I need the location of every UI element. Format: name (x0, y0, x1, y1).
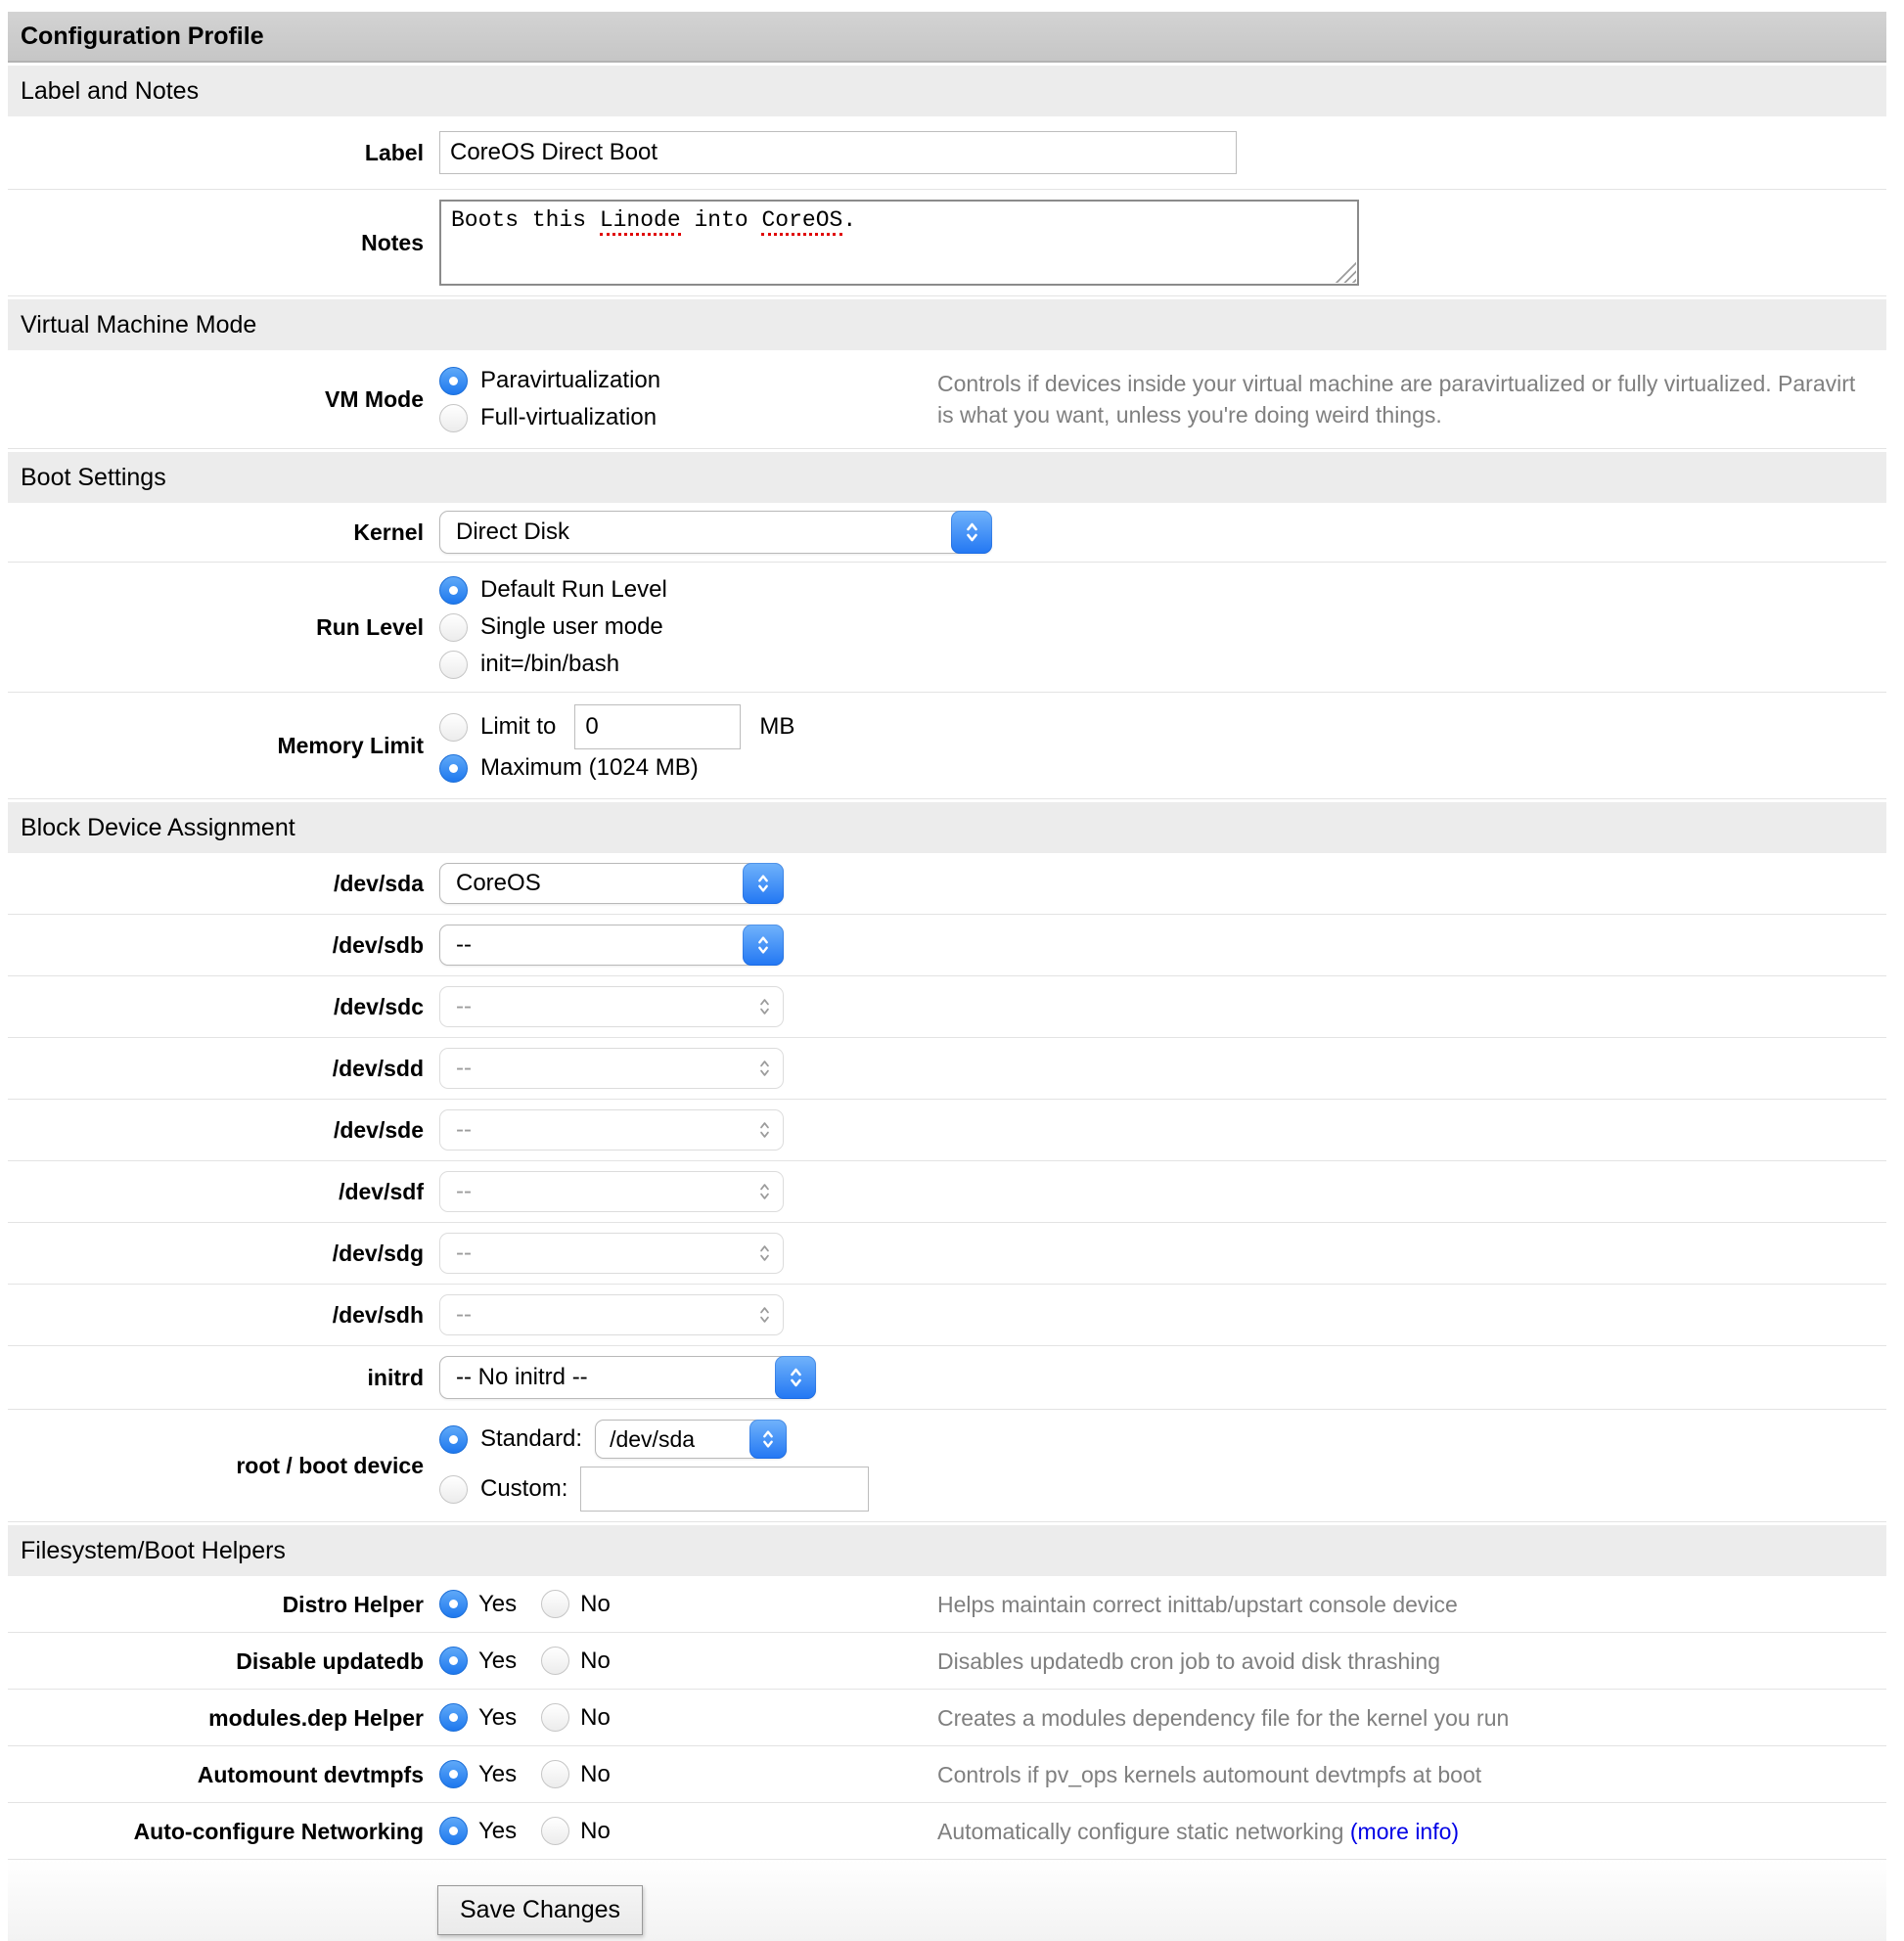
helper-row-disable-updatedb (8, 1633, 1886, 1690)
dev-sdb-select[interactable] (439, 925, 784, 966)
distro-helper-yes-label: Yes (478, 1590, 518, 1617)
save-changes-button[interactable]: Save Changes (437, 1885, 643, 1935)
run-level-label: Run Level (316, 614, 424, 640)
standard-device-select[interactable] (595, 1420, 787, 1459)
device-row-dev-sdd (8, 1038, 1886, 1100)
vm-mode-label: VM Mode (325, 386, 424, 412)
section-header-block-device (8, 802, 1886, 853)
custom-device-input[interactable] (580, 1467, 869, 1512)
section-header-label-and-notes (8, 66, 1886, 116)
select-stepper-icon (743, 925, 784, 966)
dev-sde-select-value: -- (456, 1116, 472, 1143)
select-stepper-icon (743, 863, 784, 904)
auto-configure-networking-yes-radio[interactable] (439, 1817, 468, 1845)
dev-sdd-select-value: -- (456, 1055, 472, 1081)
dev-sdb-select-value: -- (456, 931, 472, 958)
dev-sdf-select[interactable] (439, 1171, 784, 1212)
vm-mode-radio-group (439, 362, 922, 436)
automount-devtmpfs-label: Automount devtmpfs (197, 1761, 424, 1787)
notes-row (8, 190, 1886, 296)
resize-grip-icon[interactable] (1335, 261, 1356, 283)
select-stepper-icon (758, 995, 771, 1018)
select-stepper-icon (758, 1180, 771, 1203)
device-row-dev-sdc (8, 976, 1886, 1038)
page-title-bar (8, 12, 1886, 63)
disable-updatedb-no-label: No (580, 1647, 611, 1674)
default-run-level-label: Default Run Level (480, 576, 667, 603)
run-level-row (8, 563, 1886, 693)
modules-dep-helper-help: Creates a modules dependency file for the kernel you run (937, 1704, 1510, 1731)
single-user-mode-label: Single user mode (480, 613, 663, 640)
auto-configure-networking-yes-label: Yes (478, 1817, 518, 1844)
disable-updatedb-yes-label: Yes (478, 1647, 518, 1674)
label-row (8, 116, 1886, 190)
helper-row-distro-helper (8, 1576, 1886, 1633)
modules-dep-helper-no-label: No (580, 1703, 611, 1731)
auto-configure-networking-help: Automatically configure static networking (937, 1818, 1350, 1844)
section-header-boot-settings (8, 452, 1886, 503)
root-boot-device-row (8, 1410, 1886, 1522)
modules-dep-helper-label: modules.dep Helper (208, 1704, 424, 1731)
automount-devtmpfs-help: Controls if pv_ops kernels automount devtmpfs at boot (937, 1761, 1482, 1787)
dev-sdc-select[interactable] (439, 986, 784, 1027)
distro-helper-yes-radio[interactable] (439, 1590, 468, 1618)
notes-text: Boots this Linode into CoreOS. (451, 205, 1347, 235)
kernel-row (8, 503, 1886, 563)
disable-updatedb-yes-radio[interactable] (439, 1647, 468, 1675)
init-bin-bash-radio[interactable] (439, 651, 468, 679)
dev-sdd-label: /dev/sdd (332, 1056, 424, 1081)
device-row-dev-sdh (8, 1285, 1886, 1346)
select-stepper-icon (951, 511, 992, 554)
dev-sdf-label: /dev/sdf (339, 1179, 424, 1204)
dev-sde-label: /dev/sde (333, 1117, 424, 1143)
disable-updatedb-help: Disables updatedb cron job to avoid disk thrashing (937, 1648, 1440, 1674)
custom-device-label: Custom: (480, 1475, 568, 1502)
auto-configure-networking-no-label: No (580, 1817, 611, 1844)
dev-sdg-label: /dev/sdg (332, 1241, 424, 1266)
helper-row-modules-dep-helper (8, 1690, 1886, 1746)
vm-mode-help: Controls if devices inside your virtual machine are paravirtualized or fully virtualized. Paravirt is what you want, unless you're doing weird things. (937, 371, 1856, 428)
automount-devtmpfs-no-radio[interactable] (541, 1760, 569, 1788)
initrd-select-value: -- No initrd -- (456, 1364, 588, 1390)
dev-sdc-label: /dev/sdc (333, 994, 424, 1019)
memory-limit-unit: MB (759, 713, 795, 740)
section-header-fs-helpers (8, 1525, 1886, 1576)
dev-sda-select-value: CoreOS (456, 870, 541, 896)
root-boot-device-label: root / boot device (236, 1453, 424, 1478)
device-row-dev-sdf (8, 1161, 1886, 1223)
device-row-dev-sde (8, 1100, 1886, 1161)
dev-sdh-select[interactable] (439, 1294, 784, 1335)
paravirtualization-radio[interactable] (439, 367, 468, 395)
paravirtualization-label: Paravirtualization (480, 367, 661, 393)
kernel-select-value: Direct Disk (456, 519, 570, 545)
automount-devtmpfs-yes-radio[interactable] (439, 1760, 468, 1788)
distro-helper-help: Helps maintain correct inittab/upstart console device (937, 1591, 1458, 1617)
helper-row-auto-configure-networking (8, 1803, 1886, 1860)
select-stepper-icon (758, 1241, 771, 1265)
dev-sdg-select-value: -- (456, 1240, 472, 1266)
vm-mode-row (8, 350, 1886, 449)
device-rows-container (8, 853, 1886, 1346)
run-level-radio-group (439, 571, 1886, 683)
select-stepper-icon (758, 1303, 771, 1327)
modules-dep-helper-yes-label: Yes (478, 1703, 518, 1731)
section-header-vm-mode (8, 299, 1886, 350)
disable-updatedb-no-radio[interactable] (541, 1647, 569, 1675)
memory-limit-label: Memory Limit (277, 733, 424, 758)
select-stepper-icon (749, 1420, 787, 1459)
dev-sda-label: /dev/sda (333, 871, 424, 896)
memory-limit-input[interactable] (574, 704, 741, 749)
initrd-label: initrd (367, 1365, 424, 1390)
standard-device-label: Standard: (480, 1425, 583, 1452)
label-field-label: Label (364, 140, 424, 165)
dev-sdf-select-value: -- (456, 1178, 472, 1204)
footer (8, 1860, 1886, 1941)
limit-to-radio[interactable] (439, 713, 468, 742)
modules-dep-helper-no-radio[interactable] (541, 1703, 569, 1732)
dev-sdb-label: /dev/sdb (332, 932, 424, 958)
distro-helper-no-radio[interactable] (541, 1590, 569, 1618)
dev-sdg-select[interactable] (439, 1233, 784, 1274)
section-header-label: Filesystem/Boot Helpers (21, 1536, 286, 1564)
kernel-label: Kernel (353, 519, 424, 545)
dev-sde-select[interactable] (439, 1109, 784, 1151)
helper-rows-container (8, 1576, 1886, 1860)
single-user-mode-radio[interactable] (439, 613, 468, 642)
dev-sdc-select-value: -- (456, 993, 472, 1019)
distro-helper-label: Distro Helper (282, 1591, 424, 1617)
helper-row-automount-devtmpfs (8, 1746, 1886, 1803)
custom-device-radio[interactable] (439, 1475, 468, 1504)
notes-field-label: Notes (361, 230, 424, 255)
automount-devtmpfs-yes-label: Yes (478, 1760, 518, 1787)
maximum-memory-radio[interactable] (439, 754, 468, 783)
label-input[interactable] (439, 131, 1237, 174)
kernel-select[interactable] (439, 511, 992, 554)
full-virtualization-radio[interactable] (439, 404, 468, 432)
notes-textarea[interactable] (439, 200, 1359, 286)
section-header-label: Boot Settings (21, 463, 166, 491)
memory-limit-row (8, 693, 1886, 799)
select-stepper-icon (775, 1356, 816, 1399)
device-row-dev-sdb (8, 915, 1886, 976)
standard-device-radio[interactable] (439, 1425, 468, 1454)
limit-to-label: Limit to (480, 713, 557, 740)
default-run-level-radio[interactable] (439, 576, 468, 605)
initrd-select[interactable] (439, 1356, 816, 1399)
dev-sdd-select[interactable] (439, 1048, 784, 1089)
dev-sda-select[interactable] (439, 863, 784, 904)
select-stepper-icon (758, 1118, 771, 1142)
select-stepper-icon (758, 1057, 771, 1080)
auto-configure-networking-no-radio[interactable] (541, 1817, 569, 1845)
standard-device-value: /dev/sda (610, 1425, 696, 1452)
maximum-memory-label: Maximum (1024 MB) (480, 754, 699, 781)
init-bin-bash-label: init=/bin/bash (480, 651, 620, 677)
auto-configure-networking-label: Auto-configure Networking (133, 1818, 424, 1844)
section-header-label: Virtual Machine Mode (21, 310, 257, 339)
device-row-dev-sda (8, 853, 1886, 915)
page-title: Configuration Profile (21, 22, 264, 50)
automount-devtmpfs-no-label: No (580, 1760, 611, 1787)
initrd-row (8, 1346, 1886, 1410)
auto-configure-networking-more-info-link[interactable]: (more info) (1349, 1818, 1460, 1844)
dev-sdh-label: /dev/sdh (332, 1302, 424, 1328)
section-header-label: Label and Notes (21, 76, 200, 105)
distro-helper-no-label: No (580, 1590, 611, 1617)
dev-sdh-select-value: -- (456, 1301, 472, 1328)
modules-dep-helper-yes-radio[interactable] (439, 1703, 468, 1732)
device-row-dev-sdg (8, 1223, 1886, 1285)
section-header-label: Block Device Assignment (21, 813, 295, 841)
full-virtualization-label: Full-virtualization (480, 404, 657, 430)
disable-updatedb-label: Disable updatedb (236, 1648, 424, 1674)
